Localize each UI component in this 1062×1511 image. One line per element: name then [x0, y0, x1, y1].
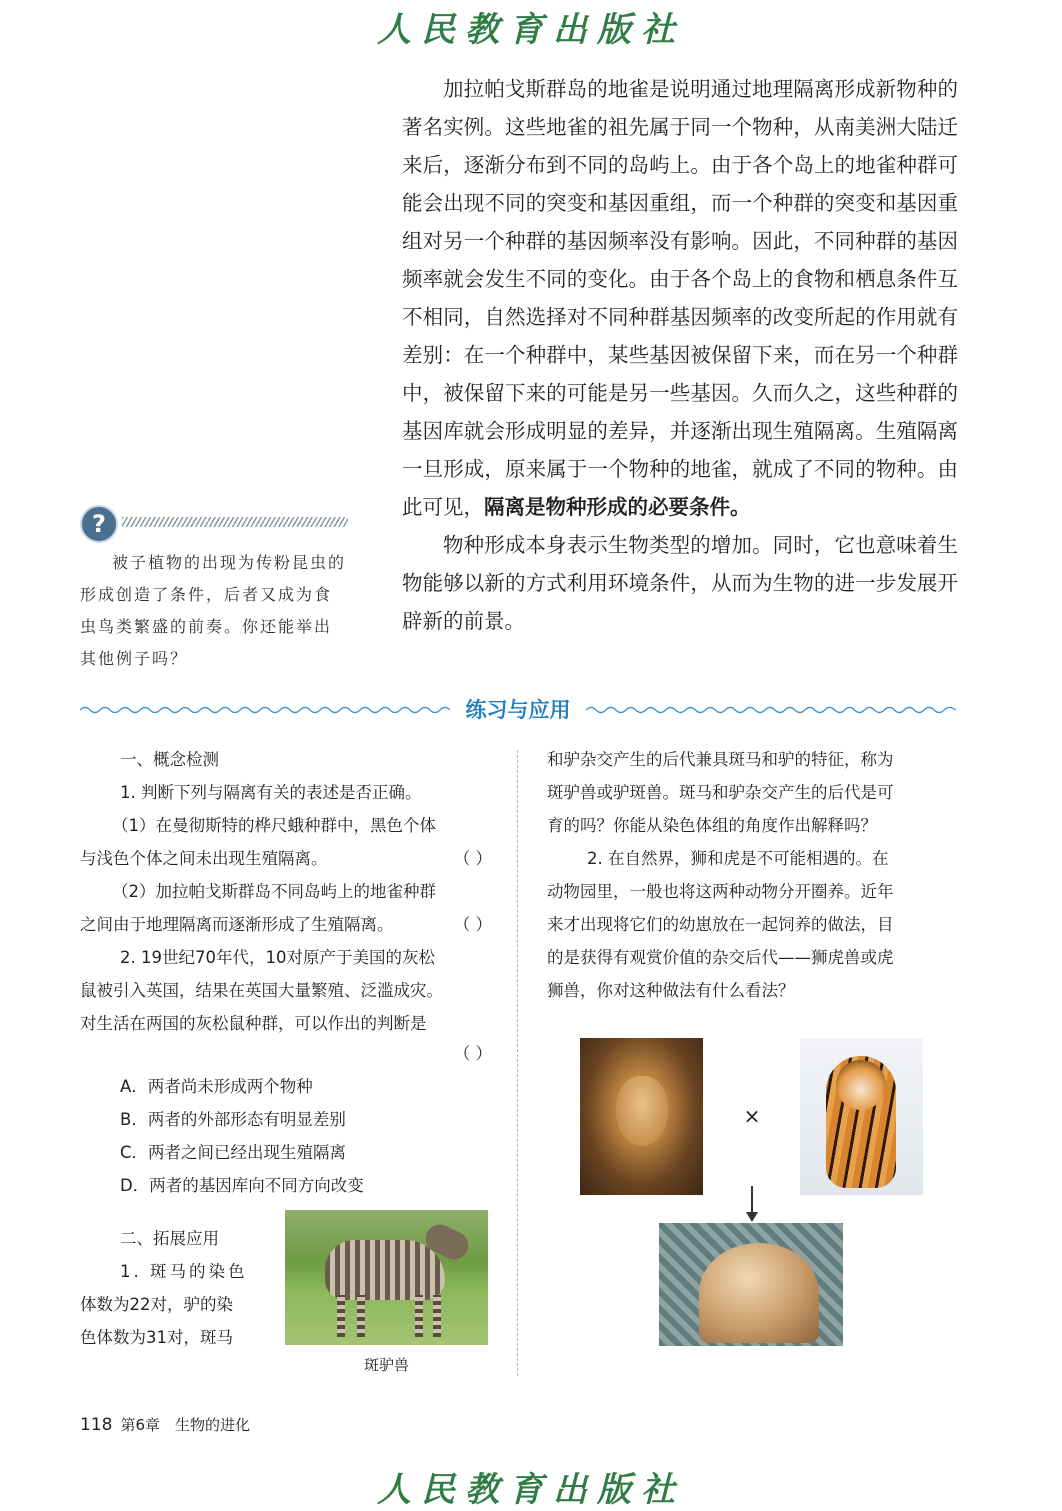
extension-1-line-2: 体数为22对，驴的染	[80, 1295, 233, 1314]
question-icon: ?	[80, 505, 118, 543]
page-number: 118	[80, 1415, 113, 1435]
question-1: 1. 判断下列与隔离有关的表述是否正确。	[120, 783, 422, 802]
extension-2-line-3: 来才出现将它们的幼崽放在一起饲养的做法，目	[547, 915, 894, 934]
option-b: B．两者的外部形态有明显差别	[120, 1110, 346, 1129]
zebroid-body	[325, 1240, 445, 1300]
text-line: 原来属于一个物种的地雀，就成了不同的物种。由此可见，	[402, 457, 959, 519]
section-title: 练习与应用	[465, 698, 571, 722]
cross-symbol: ×	[743, 1104, 761, 1128]
sidebar-rule	[122, 517, 348, 527]
extension-1-line-3: 色体数为31对，斑马	[80, 1328, 233, 1347]
extension-2-line-4: 的是获得有观赏价值的杂交后代——狮虎兽或虎	[547, 948, 894, 967]
tiger-face	[836, 1060, 886, 1110]
heading-concept-check: 一、概念检测	[120, 750, 219, 769]
text-line: 着生物能够以新的方式利用环境条件，从而为生物的进一	[402, 533, 959, 595]
extension-1-line-6: 育的吗？你能从染色体组的角度作出解释吗？	[547, 816, 877, 835]
wave-divider-right	[586, 704, 956, 716]
question-1-1-line-2: 与浅色个体之间未出现生殖隔离。	[80, 849, 328, 868]
option-d: D．两者的基因库向不同方向改变	[120, 1176, 364, 1195]
question-1-2-line-2: 之间由于地理隔离而逐渐形成了生殖隔离。	[80, 915, 394, 934]
zebroid-caption: 斑驴兽	[363, 1356, 409, 1374]
question-2-line-3: 对生活在两国的灰松鼠种群，可以作出的判断是	[80, 1014, 427, 1033]
lion-photo	[580, 1038, 703, 1195]
text-line: 种的著名实例。这些地雀的祖先属于同一个物种，从南美	[402, 77, 959, 139]
text-line: 洲大陆迁来后，逐渐分布到不同的岛屿上。由于各个岛上	[402, 115, 959, 177]
extension-1-line-1: 1. 斑马的染色	[120, 1262, 248, 1281]
text-line: 的地雀种群可能会出现不同的突变和基因重组，而一个种	[402, 153, 959, 215]
lion-face	[616, 1076, 668, 1146]
question-1-1-line-1: （1）在曼彻斯特的桦尺蛾种群中，黑色个体	[112, 816, 436, 835]
extension-1-line-4: 和驴杂交产生的后代兼具斑马和驴的特征，称为	[547, 750, 894, 769]
text-line: 能是另一些基因。久而久之，这些种群的基因库就会形成	[402, 381, 959, 443]
text-line: 明显的差异，并逐渐出现生殖隔离。生殖隔离一旦形成，	[402, 419, 959, 481]
sidebar-text: 被子植物的出现为传粉昆虫的形成创造了条件，后者又成为食虫鸟类繁盛的前奏。你还能举出其他例子吗？	[80, 553, 347, 668]
paragraph-2	[402, 526, 958, 640]
section-header	[80, 694, 958, 726]
extension-2-line-2: 动物园里，一般也将这两种动物分开圈养。近年	[547, 882, 894, 901]
text-line: 物种形成本身表示生物类型的增加。同时，它也意味	[443, 533, 917, 557]
question-1-2-line-1: （2）加拉帕戈斯群岛不同岛屿上的地雀种群	[112, 882, 436, 901]
zebroid-leg	[415, 1295, 423, 1337]
tiger-photo	[800, 1038, 923, 1195]
question-2-line-1: 2. 19世纪70年代，10对原产于美国的灰松	[120, 948, 435, 967]
publisher-logo-bottom: 人民教育出版社	[377, 1470, 685, 1510]
publisher-logo-top: 人民教育出版社	[377, 10, 685, 50]
question-2-line-2: 鼠被引入英国，结果在英国大量繁殖、泛滥成灾。	[80, 981, 443, 1000]
answer-blank: （ ）	[453, 915, 492, 934]
key-conclusion: 隔离是物种形成的必要条件。	[484, 495, 751, 519]
answer-blank: （ ）	[453, 849, 492, 868]
page-footer	[80, 1414, 250, 1435]
text-line: 加拉帕戈斯群岛的地雀是说明通过地理隔离形成新物	[443, 77, 917, 101]
answer-blank: （ ）	[453, 1044, 492, 1063]
extension-1-line-5: 斑驴兽或驴斑兽。斑马和驴杂交产生的后代是可	[547, 783, 894, 802]
text-line: 因此，不同种群的基因频率就会发生不同的变化。由于各	[402, 229, 959, 291]
option-a: A．两者尚未形成两个物种	[120, 1077, 313, 1096]
extension-2-line-1: 2. 在自然界，狮和虎是不可能相遇的。在	[587, 849, 889, 868]
arrow-head-icon	[746, 1212, 758, 1222]
heading-extended-application: 二、拓展应用	[120, 1229, 219, 1248]
extension-2-line-5: 狮兽，你对这种做法有什么看法？	[547, 981, 795, 1000]
column-divider	[517, 750, 518, 1376]
text-line: 步发展开辟新的前景。	[402, 571, 959, 633]
zebroid-leg	[337, 1295, 345, 1337]
chapter-label: 第6章 生物的进化	[120, 1416, 250, 1434]
zebroid-photo	[285, 1210, 488, 1345]
paragraph-1	[402, 70, 958, 526]
text-line: 基因频率的改变所起的作用就有差别：在一个种群中，某	[402, 305, 958, 367]
text-line: 群的突变和基因重组对另一个种群的基因频率没有影响。	[402, 191, 959, 253]
zebroid-leg	[433, 1295, 441, 1337]
wave-divider-left	[80, 704, 450, 716]
text-line: 些基因被保留下来，而在另一个种群中，被保留下来的可	[402, 343, 959, 405]
text-line: 个岛上的食物和栖息条件互不相同，自然选择对不同种群	[402, 267, 959, 329]
liger-photo	[659, 1223, 843, 1346]
zebroid-leg	[357, 1295, 365, 1337]
option-c: C．两者之间已经出现生殖隔离	[120, 1143, 347, 1162]
liger-body	[699, 1243, 819, 1343]
main-text	[402, 70, 958, 640]
